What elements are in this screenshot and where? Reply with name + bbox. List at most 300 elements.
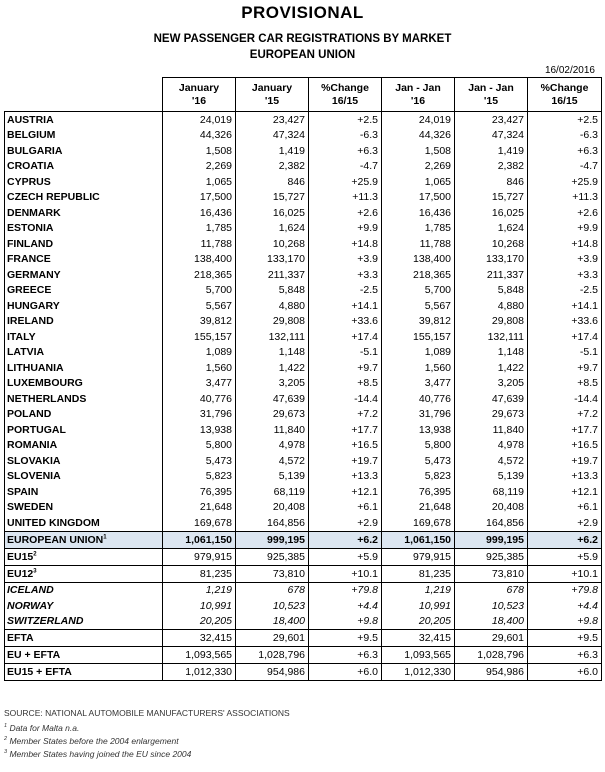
row-label: CROATIA — [5, 159, 163, 175]
value-cell: 925,385 — [236, 548, 309, 565]
value-cell: 2,269 — [163, 159, 236, 175]
value-cell: 15,727 — [455, 190, 528, 206]
value-cell: -4.7 — [528, 159, 602, 175]
value-cell: +2.9 — [528, 515, 602, 531]
row-label: BELGIUM — [5, 128, 163, 144]
value-cell: 132,111 — [236, 329, 309, 345]
value-cell: +9.7 — [528, 360, 602, 376]
value-cell: 999,195 — [236, 531, 309, 548]
value-cell: 979,915 — [163, 548, 236, 565]
row-label: PORTUGAL — [5, 422, 163, 438]
country-row — [5, 314, 602, 330]
report-subtitle: NEW PASSENGER CAR REGISTRATIONS BY MARKET — [153, 33, 452, 45]
value-cell: 3,205 — [236, 376, 309, 392]
country-row — [5, 360, 602, 376]
value-cell: +9.7 — [309, 360, 382, 376]
value-cell: 169,678 — [382, 515, 455, 531]
value-cell: +6.3 — [528, 143, 602, 159]
value-cell: 29,808 — [455, 314, 528, 330]
value-cell: +6.1 — [528, 500, 602, 516]
value-cell: 2,382 — [236, 159, 309, 175]
value-cell: 10,991 — [163, 598, 236, 614]
country-row — [5, 422, 602, 438]
value-cell: 29,601 — [236, 630, 309, 647]
value-cell: -14.4 — [528, 391, 602, 407]
value-cell: +3.9 — [309, 252, 382, 268]
value-cell: 76,395 — [163, 484, 236, 500]
value-cell: 13,938 — [163, 422, 236, 438]
value-cell: 81,235 — [382, 565, 455, 582]
country-row — [5, 174, 602, 190]
value-cell: 1,624 — [236, 221, 309, 237]
value-cell: +16.5 — [528, 438, 602, 454]
value-cell: 20,408 — [455, 500, 528, 516]
country-row — [5, 205, 602, 221]
value-cell: 164,856 — [455, 515, 528, 531]
row-label: ICELAND — [5, 582, 163, 598]
value-cell: 1,419 — [236, 143, 309, 159]
value-cell: +14.1 — [528, 298, 602, 314]
efta-country-row — [5, 582, 602, 598]
row-label: NORWAY — [5, 598, 163, 614]
value-cell: 31,796 — [163, 407, 236, 423]
value-cell: 44,326 — [163, 128, 236, 144]
value-cell: +9.8 — [309, 614, 382, 630]
value-cell: -6.3 — [309, 128, 382, 144]
efta-country-row — [5, 598, 602, 614]
country-row — [5, 376, 602, 392]
value-cell: +3.3 — [309, 267, 382, 283]
value-cell: 133,170 — [455, 252, 528, 268]
country-row — [5, 329, 602, 345]
value-cell: 5,800 — [163, 438, 236, 454]
country-row — [5, 345, 602, 361]
value-cell: 138,400 — [163, 252, 236, 268]
value-cell: +17.4 — [528, 329, 602, 345]
value-cell: +19.7 — [528, 453, 602, 469]
value-cell: 1,785 — [382, 221, 455, 237]
value-cell: +9.8 — [528, 614, 602, 630]
value-cell: 31,796 — [382, 407, 455, 423]
value-cell: 11,840 — [455, 422, 528, 438]
eu12-row — [5, 565, 602, 582]
value-cell: 846 — [236, 174, 309, 190]
value-cell: +33.6 — [528, 314, 602, 330]
value-cell: +79.8 — [309, 582, 382, 598]
value-cell: 164,856 — [236, 515, 309, 531]
value-cell: 2,269 — [382, 159, 455, 175]
row-label: LUXEMBOURG — [5, 376, 163, 392]
country-row — [5, 190, 602, 206]
value-cell: 1,508 — [382, 143, 455, 159]
value-cell: 138,400 — [382, 252, 455, 268]
value-cell: 44,326 — [382, 128, 455, 144]
footnote: $^2$ Member States before the 2004 enlargement — [4, 736, 179, 746]
value-cell: +4.4 — [528, 598, 602, 614]
value-cell: +6.0 — [528, 664, 602, 681]
row-label: FINLAND — [5, 236, 163, 252]
value-cell: 32,415 — [382, 630, 455, 647]
value-cell: 4,572 — [236, 453, 309, 469]
value-cell: +13.3 — [309, 469, 382, 485]
value-cell: 68,119 — [455, 484, 528, 500]
value-cell: 76,395 — [382, 484, 455, 500]
country-row — [5, 407, 602, 423]
value-cell: +5.9 — [309, 548, 382, 565]
value-cell: +10.1 — [309, 565, 382, 582]
value-cell: +6.3 — [528, 647, 602, 664]
value-cell: +6.1 — [309, 500, 382, 516]
registrations-table — [4, 77, 602, 681]
value-cell: +19.7 — [309, 453, 382, 469]
value-cell: 4,880 — [236, 298, 309, 314]
value-cell: 1,061,150 — [163, 531, 236, 548]
value-cell: 678 — [455, 582, 528, 598]
row-label: BULGARIA — [5, 143, 163, 159]
value-cell: 3,477 — [382, 376, 455, 392]
value-cell: 1,089 — [163, 345, 236, 361]
value-cell: -14.4 — [309, 391, 382, 407]
row-label: AUSTRIA — [5, 112, 163, 128]
value-cell: 1,219 — [163, 582, 236, 598]
value-cell: 5,800 — [382, 438, 455, 454]
value-cell: 999,195 — [455, 531, 528, 548]
value-cell: +25.9 — [309, 174, 382, 190]
value-cell: 1,089 — [382, 345, 455, 361]
value-cell: +5.9 — [528, 548, 602, 565]
row-label: EUROPEAN UNION$^1$ — [5, 531, 163, 548]
value-cell: 73,810 — [455, 565, 528, 582]
value-cell: +6.3 — [309, 647, 382, 664]
value-cell: +9.9 — [528, 221, 602, 237]
value-cell: 5,848 — [236, 283, 309, 299]
value-cell: 11,788 — [163, 236, 236, 252]
source-note: SOURCE: NATIONAL AUTOMOBILE MANUFACTURERS' ASSOCIATIONS — [4, 708, 290, 718]
country-row — [5, 484, 602, 500]
value-cell: 1,065 — [382, 174, 455, 190]
column-header: January '15 — [236, 78, 309, 112]
value-cell: 979,915 — [382, 548, 455, 565]
value-cell: 32,415 — [163, 630, 236, 647]
country-row — [5, 453, 602, 469]
efta-total-row — [5, 630, 602, 647]
value-cell: +2.9 — [309, 515, 382, 531]
value-cell: 15,727 — [236, 190, 309, 206]
row-label: NETHERLANDS — [5, 391, 163, 407]
efta-country-row — [5, 614, 602, 630]
value-cell: 47,639 — [236, 391, 309, 407]
value-cell: 10,523 — [236, 598, 309, 614]
value-cell: 1,560 — [382, 360, 455, 376]
row-label: SLOVENIA — [5, 469, 163, 485]
value-cell: 1,012,330 — [163, 664, 236, 681]
column-header: %Change 16/15 — [528, 78, 602, 112]
value-cell: 132,111 — [455, 329, 528, 345]
value-cell: 21,648 — [163, 500, 236, 516]
value-cell: 81,235 — [163, 565, 236, 582]
column-header: Jan - Jan '15 — [455, 78, 528, 112]
country-row — [5, 221, 602, 237]
row-label: GERMANY — [5, 267, 163, 283]
row-label: IRELAND — [5, 314, 163, 330]
value-cell: 5,139 — [236, 469, 309, 485]
country-row — [5, 267, 602, 283]
value-cell: +10.1 — [528, 565, 602, 582]
value-cell: 5,139 — [455, 469, 528, 485]
value-cell: 954,986 — [236, 664, 309, 681]
value-cell: 4,572 — [455, 453, 528, 469]
value-cell: 39,812 — [163, 314, 236, 330]
country-row — [5, 500, 602, 516]
value-cell: +6.2 — [528, 531, 602, 548]
row-label: ESTONIA — [5, 221, 163, 237]
value-cell: 16,436 — [382, 205, 455, 221]
row-label: SWITZERLAND — [5, 614, 163, 630]
value-cell: 16,025 — [236, 205, 309, 221]
row-label: EFTA — [5, 630, 163, 647]
header-blank — [5, 78, 163, 112]
value-cell: 155,157 — [382, 329, 455, 345]
country-row — [5, 143, 602, 159]
value-cell: +17.7 — [528, 422, 602, 438]
value-cell: +8.5 — [528, 376, 602, 392]
row-label: GREECE — [5, 283, 163, 299]
value-cell: 2,382 — [455, 159, 528, 175]
value-cell: +11.3 — [309, 190, 382, 206]
row-label: SWEDEN — [5, 500, 163, 516]
value-cell: 29,673 — [455, 407, 528, 423]
value-cell: 3,477 — [163, 376, 236, 392]
eu15-row — [5, 548, 602, 565]
value-cell: 5,567 — [382, 298, 455, 314]
column-header: Jan - Jan '16 — [382, 78, 455, 112]
value-cell: 29,808 — [236, 314, 309, 330]
eu-total-row — [5, 531, 602, 548]
value-cell: 68,119 — [236, 484, 309, 500]
value-cell: +11.3 — [528, 190, 602, 206]
eu15-efta-row — [5, 664, 602, 681]
value-cell: 169,678 — [163, 515, 236, 531]
country-row — [5, 515, 602, 531]
value-cell: +6.3 — [309, 143, 382, 159]
value-cell: 1,148 — [455, 345, 528, 361]
value-cell: +7.2 — [309, 407, 382, 423]
value-cell: 21,648 — [382, 500, 455, 516]
value-cell: 18,400 — [455, 614, 528, 630]
value-cell: +25.9 — [528, 174, 602, 190]
country-row — [5, 252, 602, 268]
value-cell: 925,385 — [455, 548, 528, 565]
row-label: ITALY — [5, 329, 163, 345]
row-label: SPAIN — [5, 484, 163, 500]
value-cell: 1,785 — [163, 221, 236, 237]
value-cell: +2.6 — [309, 205, 382, 221]
value-cell: +79.8 — [528, 582, 602, 598]
value-cell: +9.5 — [528, 630, 602, 647]
value-cell: 5,700 — [382, 283, 455, 299]
country-row — [5, 469, 602, 485]
row-label: EU15 + EFTA — [5, 664, 163, 681]
column-header: January '16 — [163, 78, 236, 112]
value-cell: 4,880 — [455, 298, 528, 314]
value-cell: +14.8 — [528, 236, 602, 252]
value-cell: 1,028,796 — [236, 647, 309, 664]
value-cell: 5,823 — [382, 469, 455, 485]
row-label: LITHUANIA — [5, 360, 163, 376]
value-cell: 17,500 — [163, 190, 236, 206]
value-cell: 5,567 — [163, 298, 236, 314]
value-cell: +12.1 — [528, 484, 602, 500]
value-cell: 23,427 — [455, 112, 528, 128]
value-cell: +2.5 — [528, 112, 602, 128]
row-label: LATVIA — [5, 345, 163, 361]
report-date: 16/02/2016 — [544, 65, 595, 76]
value-cell: 1,219 — [382, 582, 455, 598]
value-cell: 47,324 — [236, 128, 309, 144]
value-cell: 40,776 — [382, 391, 455, 407]
value-cell: 1,065 — [163, 174, 236, 190]
value-cell: 5,473 — [163, 453, 236, 469]
value-cell: 211,337 — [455, 267, 528, 283]
value-cell: +6.0 — [309, 664, 382, 681]
value-cell: 10,991 — [382, 598, 455, 614]
row-label: SLOVAKIA — [5, 453, 163, 469]
value-cell: +17.4 — [309, 329, 382, 345]
value-cell: 218,365 — [163, 267, 236, 283]
row-label: CZECH REPUBLIC — [5, 190, 163, 206]
value-cell: 29,673 — [236, 407, 309, 423]
value-cell: 16,025 — [455, 205, 528, 221]
value-cell: 1,422 — [236, 360, 309, 376]
value-cell: 1,422 — [455, 360, 528, 376]
value-cell: 1,028,796 — [455, 647, 528, 664]
footnotes — [4, 708, 290, 762]
value-cell: 1,148 — [236, 345, 309, 361]
value-cell: +33.6 — [309, 314, 382, 330]
value-cell: 17,500 — [382, 190, 455, 206]
value-cell: -2.5 — [528, 283, 602, 299]
value-cell: 24,019 — [163, 112, 236, 128]
value-cell: 1,093,565 — [163, 647, 236, 664]
eu-efta-row — [5, 647, 602, 664]
country-row — [5, 112, 602, 128]
value-cell: +4.4 — [309, 598, 382, 614]
country-row — [5, 283, 602, 299]
value-cell: 23,427 — [236, 112, 309, 128]
value-cell: 39,812 — [382, 314, 455, 330]
value-cell: 20,205 — [382, 614, 455, 630]
header-row — [5, 78, 602, 112]
row-label: $EU12^3$ — [5, 565, 163, 582]
country-row — [5, 236, 602, 252]
value-cell: 11,788 — [382, 236, 455, 252]
value-cell: 211,337 — [236, 267, 309, 283]
value-cell: 218,365 — [382, 267, 455, 283]
value-cell: -5.1 — [309, 345, 382, 361]
value-cell: -5.1 — [528, 345, 602, 361]
value-cell: +14.1 — [309, 298, 382, 314]
value-cell: +13.3 — [528, 469, 602, 485]
row-label: ROMANIA — [5, 438, 163, 454]
value-cell: 10,268 — [236, 236, 309, 252]
value-cell: 1,419 — [455, 143, 528, 159]
country-row — [5, 438, 602, 454]
value-cell: -6.3 — [528, 128, 602, 144]
value-cell: 155,157 — [163, 329, 236, 345]
value-cell: +2.6 — [528, 205, 602, 221]
value-cell: 10,523 — [455, 598, 528, 614]
row-label: POLAND — [5, 407, 163, 423]
value-cell: +3.3 — [528, 267, 602, 283]
value-cell: 24,019 — [382, 112, 455, 128]
country-row — [5, 391, 602, 407]
value-cell: +6.2 — [309, 531, 382, 548]
value-cell: +9.9 — [309, 221, 382, 237]
value-cell: +7.2 — [528, 407, 602, 423]
value-cell: +16.5 — [309, 438, 382, 454]
value-cell: +8.5 — [309, 376, 382, 392]
page-title: PROVISIONAL — [241, 3, 364, 22]
value-cell: 20,205 — [163, 614, 236, 630]
value-cell: -4.7 — [309, 159, 382, 175]
value-cell: 1,560 — [163, 360, 236, 376]
region-subtitle: EUROPEAN UNION — [249, 49, 356, 61]
value-cell: 11,840 — [236, 422, 309, 438]
value-cell: 954,986 — [455, 664, 528, 681]
value-cell: +3.9 — [528, 252, 602, 268]
value-cell: 3,205 — [455, 376, 528, 392]
value-cell: 1,508 — [163, 143, 236, 159]
value-cell: +12.1 — [309, 484, 382, 500]
value-cell: +9.5 — [309, 630, 382, 647]
value-cell: 16,436 — [163, 205, 236, 221]
value-cell: 1,061,150 — [382, 531, 455, 548]
row-label: HUNGARY — [5, 298, 163, 314]
value-cell: 5,848 — [455, 283, 528, 299]
footnote: $^3$ Member States having joined the EU since 2004 — [4, 749, 192, 759]
value-cell: 4,978 — [455, 438, 528, 454]
country-row — [5, 128, 602, 144]
row-label: DENMARK — [5, 205, 163, 221]
country-row — [5, 298, 602, 314]
row-label: UNITED KINGDOM — [5, 515, 163, 531]
value-cell: 133,170 — [236, 252, 309, 268]
value-cell: 40,776 — [163, 391, 236, 407]
value-cell: 1,012,330 — [382, 664, 455, 681]
value-cell: +17.7 — [309, 422, 382, 438]
value-cell: 10,268 — [455, 236, 528, 252]
value-cell: 1,093,565 — [382, 647, 455, 664]
value-cell: 846 — [455, 174, 528, 190]
value-cell: 5,823 — [163, 469, 236, 485]
value-cell: 29,601 — [455, 630, 528, 647]
value-cell: 73,810 — [236, 565, 309, 582]
value-cell: 18,400 — [236, 614, 309, 630]
value-cell: 47,324 — [455, 128, 528, 144]
value-cell: 5,700 — [163, 283, 236, 299]
column-header: %Change 16/15 — [309, 78, 382, 112]
value-cell: +14.8 — [309, 236, 382, 252]
country-row — [5, 159, 602, 175]
value-cell: 13,938 — [382, 422, 455, 438]
value-cell: 20,408 — [236, 500, 309, 516]
row-label: $EU15^2$ — [5, 548, 163, 565]
value-cell: -2.5 — [309, 283, 382, 299]
value-cell: 678 — [236, 582, 309, 598]
row-label: EU + EFTA — [5, 647, 163, 664]
value-cell: +2.5 — [309, 112, 382, 128]
footnote: $^1$ Data for Malta n.a. — [4, 723, 80, 733]
